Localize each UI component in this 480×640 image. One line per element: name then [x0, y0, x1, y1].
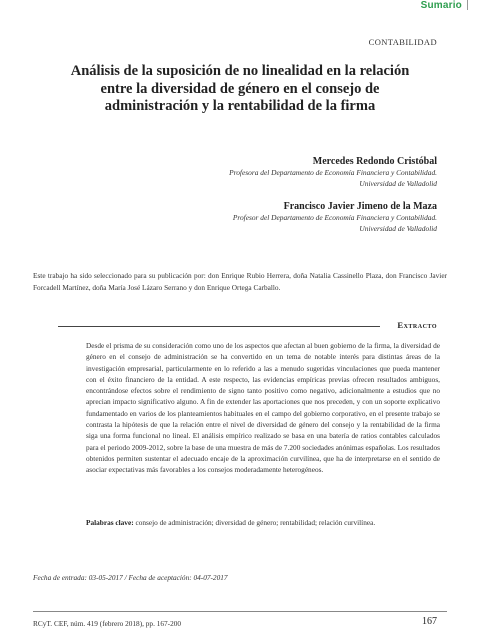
author-block [229, 156, 437, 189]
journal-citation: RCyT. CEF, núm. 419 (febrero 2018), pp. 167-200 [33, 619, 182, 628]
submission-dates: Fecha de entrada: 03-05-2017 / Fecha de aceptación: 04-07-2017 [33, 573, 228, 582]
author-name: Francisco Javier Jimeno de la Maza [283, 201, 437, 212]
author-role: Profesor del Departamento de Economía Financiera y Contabilidad. [232, 213, 437, 222]
author-role: Profesora del Departamento de Economía Financiera y Contabilidad. [229, 168, 437, 177]
author-name: Mercedes Redondo Cristóbal [312, 156, 437, 167]
sumario-link[interactable]: Sumario [420, 0, 462, 11]
author-institution: Universidad de Valladolid [359, 224, 437, 233]
keywords [86, 518, 440, 527]
footer-divider [33, 611, 447, 612]
header-divider [467, 0, 468, 10]
abstract-body: Desde el prisma de su consideración como uno de los aspectos que afectan al buen gobierno de la firma, la diversidad de género en el consejo de administración se ha convertido en un tema de notable interés para distintas áreas de la investigación empresarial, particularmente en lo referido a las a menudo sugeridas vinculaciones que pueda mantener con el éxito financiero de la entidad. A este respecto, las evidencias empíricas previas ofrecen resultados ambiguos, encontrándose efectos sobre el rendimiento de signo tanto positivo como negativo, adicionalmente a estudios que no aprecian impacto significativo alguno. A fin de extender las aportaciones que nos preceden, y con un soporte explicativo fundamentado en varios de los planteamientos habituales en el campo del gobierno corporativo, en el presente trabajo se contrasta la hipótesis de que la relación entre el nivel de diversidad de género del consejo y la rentabilidad de la firma siga una forma funcional no lineal. El análisis empírico realizado se basa en una batería de ratios contables calculados para el periodo 2009-2012, sobre la base de una muestra de más de 7.200 sociedades anónimas españolas. Los resultados obtenidos permiten sustentar el adecuado encaje de la aproximación curvilínea, que ha de interpretarse en el sentido de asociar expectativas más favorables a los consejos moderadamente heterogéneos. [86, 341, 440, 475]
selection-note: Este trabajo ha sido seleccionado para su publicación por: don Enrique Rubio Herrera, doña Natalia Cassinello Plaza, don Francisco Javier Forcadell Martínez, doña María José Lázaro Serrano y don Enrique Ortega Carballo. [33, 271, 447, 292]
page-number: 167 [422, 616, 437, 627]
section-label: CONTABILIDAD [368, 37, 437, 47]
author-block [233, 201, 437, 234]
author-institution: Universidad de Valladolid [359, 179, 437, 188]
abstract-heading: Extracto [397, 320, 437, 330]
article-title: Análisis de la suposición de no linealidad en la relación entre la diversidad de género en el consejo de administración y la rentabilidad de la firma [70, 63, 410, 114]
keywords-label: Palabras clave: [86, 518, 134, 527]
abstract-divider [58, 326, 380, 327]
keywords-list: consejo de administración; diversidad de género; rentabilidad; relación curvilínea. [135, 518, 376, 527]
